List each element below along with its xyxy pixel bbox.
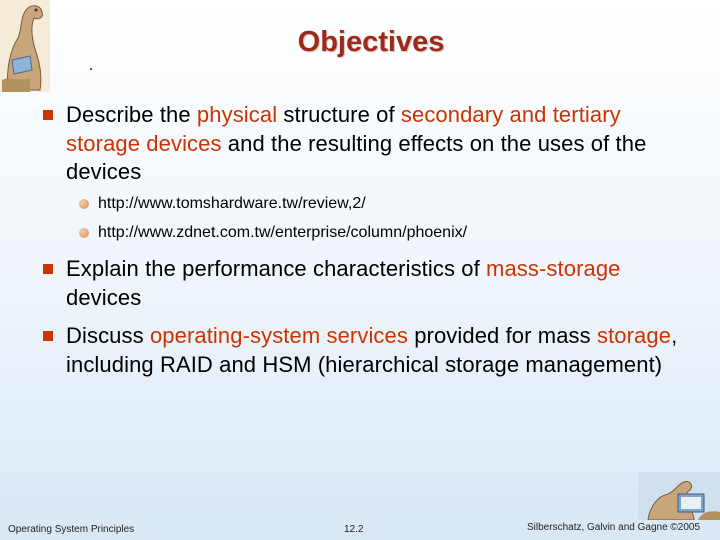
bullet-item-discuss bbox=[44, 322, 684, 379]
square-bullet-icon bbox=[43, 110, 53, 120]
footer-course: Operating System Principles bbox=[8, 524, 135, 535]
square-bullet-icon bbox=[43, 264, 53, 274]
bullet-text: Explain the performance characteristics of mass-storage devices bbox=[66, 256, 621, 310]
bullet-item-explain bbox=[44, 255, 684, 312]
footer-copyright: Silberschatz, Galvin and Gagne ©2005 bbox=[527, 522, 701, 533]
link-tomshardware[interactable]: http://www.tomshardware.tw/review,2/ bbox=[79, 194, 366, 214]
bullet-text: Describe the physical structure of secondary and tertiary storage devices and the resulting effects on the uses of the devices bbox=[66, 102, 647, 184]
decorative-dot bbox=[90, 68, 92, 70]
circle-bullet-icon bbox=[79, 199, 89, 209]
link-zdnet[interactable]: http://www.zdnet.com.tw/enterprise/column/phoenix/ bbox=[79, 223, 467, 243]
bullet-text: Discuss operating-system services provided for mass storage, including RAID and HSM (hierarchical storage management) bbox=[66, 323, 678, 377]
circle-bullet-icon bbox=[79, 228, 89, 238]
footer-page-number: 12.2 bbox=[344, 524, 364, 535]
bullet-item-describe bbox=[44, 101, 684, 187]
slide-title: Objectives bbox=[297, 26, 445, 58]
square-bullet-icon bbox=[43, 331, 53, 341]
dinosaur-computer-icon bbox=[638, 472, 720, 520]
